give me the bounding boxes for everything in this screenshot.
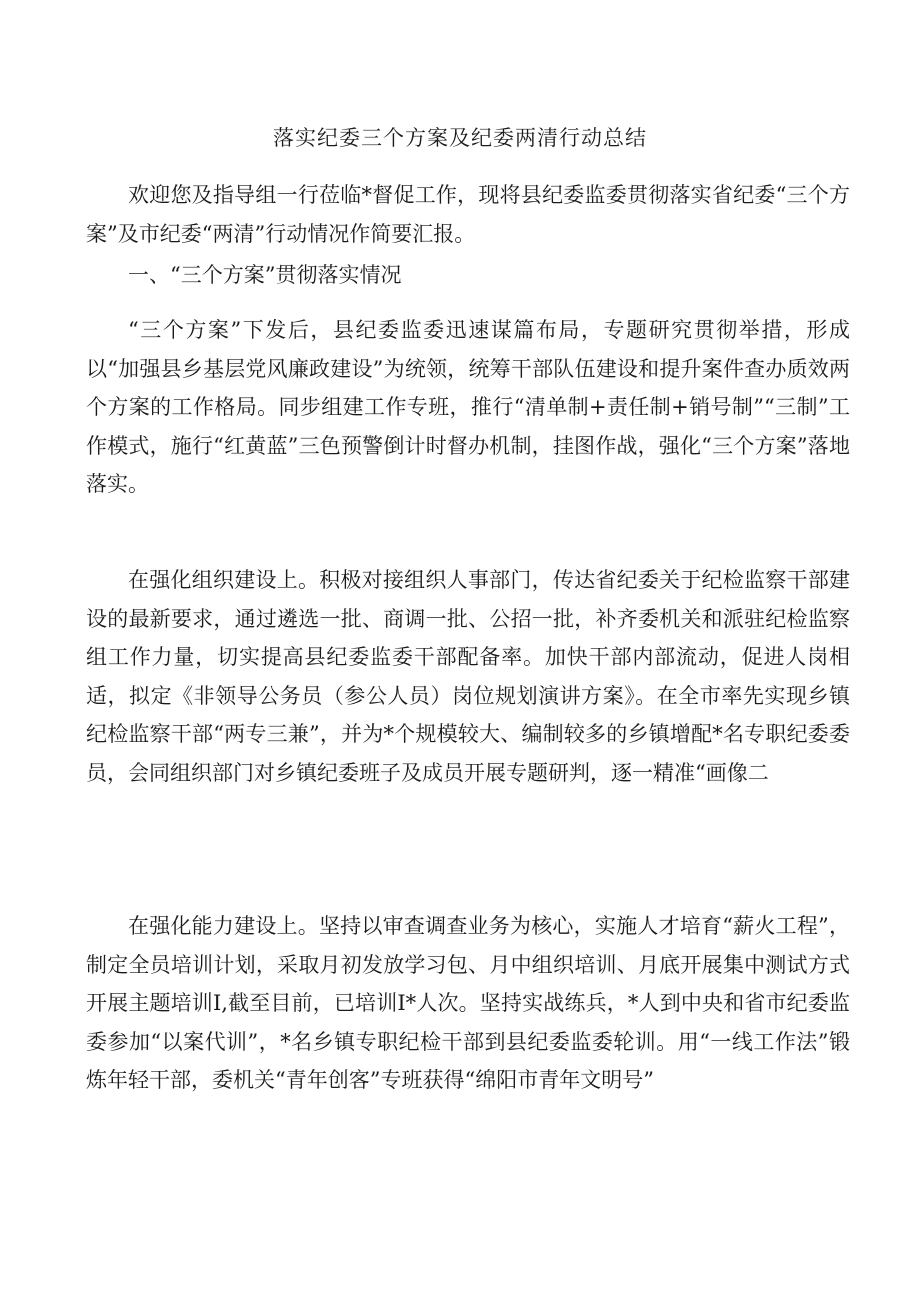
body-paragraph-organization: 在强化组织建设上。积极对接组织人事部门，传达省纪委关于纪检监察干部建设的最新要求，通过遴选一批、商调一批、公招一批，补齐委机关和派驻纪检监察组工作力量，切实提高县纪委监委干部配备率。加快干部内部流动，促进人岗相适，拟定《非领导公务员（参公人员）岗位规划演讲方案》。在全市率先实现乡镇纪检监察干部“两专三兼”，并为*个规模较大、编制较多的乡镇增配*名专职纪委委员，会同组织部门对乡镇纪委班子及成员开展专题研判，逐一精准“画像二 (86, 568, 850, 785)
body-paragraph-overview: “三个方案”下发后，县纪委监委迅速谋篇布局，专题研究贯彻举措，形成以“加强县乡基层党风廉政建设”为统领，统筹干部队伍建设和提升案件查办质效两个方案的工作格局。同步组建工作专班，推行“清单制+责任制+销号制”“三制”工作模式，施行“红黄蓝”三色预警倒计时督办机制，挂图作战，强化“三个方案”落地落实。 (86, 318, 850, 496)
section-heading-1: 一、“三个方案”贯彻落实情况 (128, 263, 402, 287)
document-title: 落实纪委三个方案及纪委两清行动总结 (273, 126, 647, 150)
body-paragraph-capability: 在强化能力建设上。坚持以审查调查业务为核心，实施人才培育“薪火工程”，制定全员培训计划，采取月初发放学习包、月中组织培训、月底开展集中测试方式开展主题培训I,截至目前，已培训I*人次。坚持实战练兵，*人到中央和省市纪委监委参加“以案代训”，*名乡镇专职纪检干部到县纪委监委轮训。用“一线工作法”锻炼年轻干部，委机关“青年创客”专班获得“绵阳市青年文明号” (86, 914, 850, 1092)
intro-paragraph: 欢迎您及指导组一行莅临*督促工作，现将县纪委监委贯彻落实省纪委“三个方案”及市纪委“两清”行动情况作简要汇报。 (86, 183, 850, 246)
